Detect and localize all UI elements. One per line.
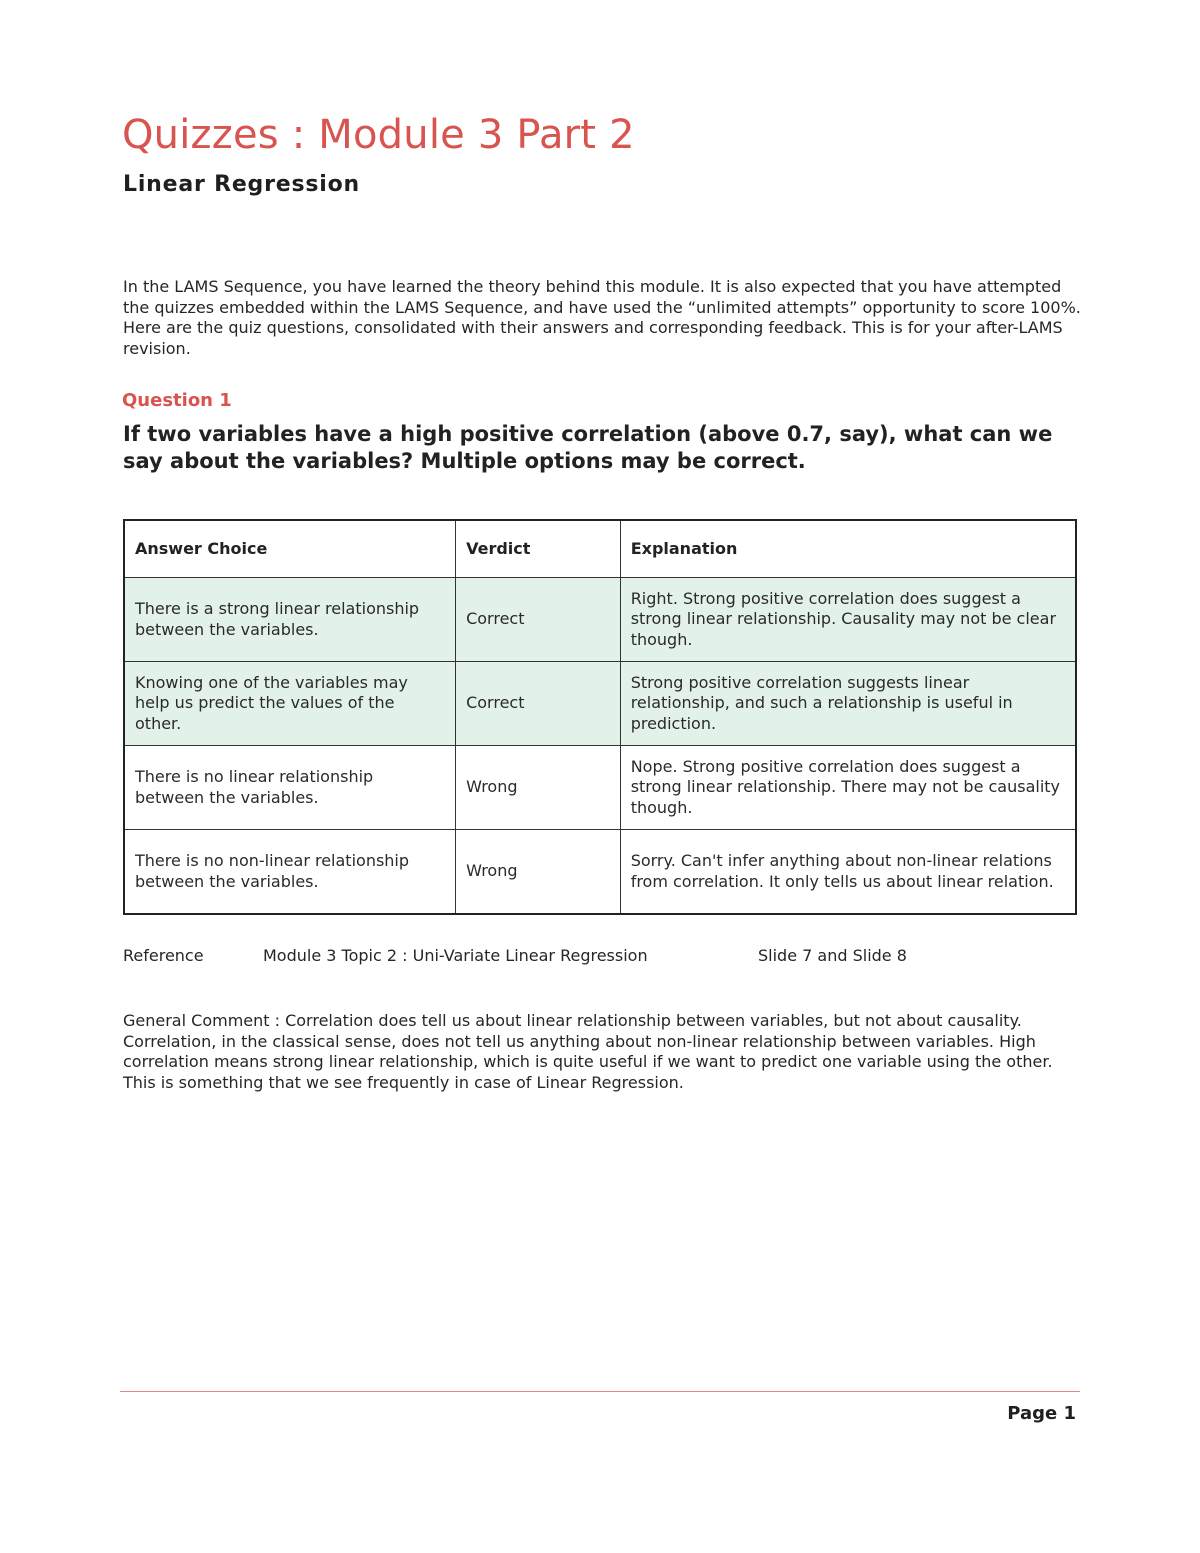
answer-choice-cell: Knowing one of the variables may help us predict the values of the other. xyxy=(124,662,456,746)
table-row xyxy=(124,578,1076,662)
verdict-cell: Correct xyxy=(456,662,621,746)
header-answer-choice: Answer Choice xyxy=(124,520,456,578)
verdict-cell: Wrong xyxy=(456,830,621,915)
page-number: Page 1 xyxy=(1007,1403,1076,1424)
reference-row xyxy=(0,946,1200,968)
question-text: If two variables have a high positive correlation (above 0.7, say), what can we say about the variables? Multiple options may be correct. xyxy=(123,422,1053,473)
verdict-cell: Wrong xyxy=(456,746,621,830)
table-row xyxy=(124,662,1076,746)
reference-topic: Module 3 Topic 2 : Uni-Variate Linear Regression xyxy=(263,946,648,965)
explanation-cell: Right. Strong positive correlation does suggest a strong linear relationship. Causality may not be clear though. xyxy=(620,578,1076,662)
header-verdict: Verdict xyxy=(456,520,621,578)
general-comment: General Comment : Correlation does tell us about linear relationship between variables, but not about causality. Correlation, in the classical sense, does not tell us anything about non-linear relationship between variables. High correlation means strong linear relationship, which is quite useful if we want to predict one variable using the other. This is something that we see frequently in case of Linear Regression. xyxy=(123,1011,1053,1092)
header-explanation: Explanation xyxy=(620,520,1076,578)
table-row xyxy=(124,830,1076,915)
answer-choice-cell: There is no non-linear relationship between the variables. xyxy=(124,830,456,915)
answers-table xyxy=(123,519,1077,915)
footer-divider xyxy=(120,1391,1080,1392)
explanation-cell: Strong positive correlation suggests linear relationship, and such a relationship is useful in prediction. xyxy=(620,662,1076,746)
page-subtitle: Linear Regression xyxy=(123,172,360,197)
page-title: Quizzes : Module 3 Part 2 xyxy=(122,112,635,158)
reference-slides: Slide 7 and Slide 8 xyxy=(758,946,907,965)
answer-choice-cell: There is no linear relationship between the variables. xyxy=(124,746,456,830)
explanation-cell: Nope. Strong positive correlation does suggest a strong linear relationship. There may not be causality though. xyxy=(620,746,1076,830)
intro-paragraph: In the LAMS Sequence, you have learned the theory behind this module. It is also expected that you have attempted the quizzes embedded within the LAMS Sequence, and have used the “unlimited attempts” opportunity to score 100%. Here are the quiz questions, consolidated with their answers and corresponding feedback. This is for your after-LAMS revision. xyxy=(123,277,1081,358)
table-header-row xyxy=(124,520,1076,578)
reference-label: Reference xyxy=(123,946,204,965)
table-row xyxy=(124,746,1076,830)
question-label: Question 1 xyxy=(122,390,232,411)
answer-choice-cell: There is a strong linear relationship between the variables. xyxy=(124,578,456,662)
explanation-cell: Sorry. Can't infer anything about non-linear relations from correlation. It only tells us about linear relation. xyxy=(620,830,1076,915)
verdict-cell: Correct xyxy=(456,578,621,662)
